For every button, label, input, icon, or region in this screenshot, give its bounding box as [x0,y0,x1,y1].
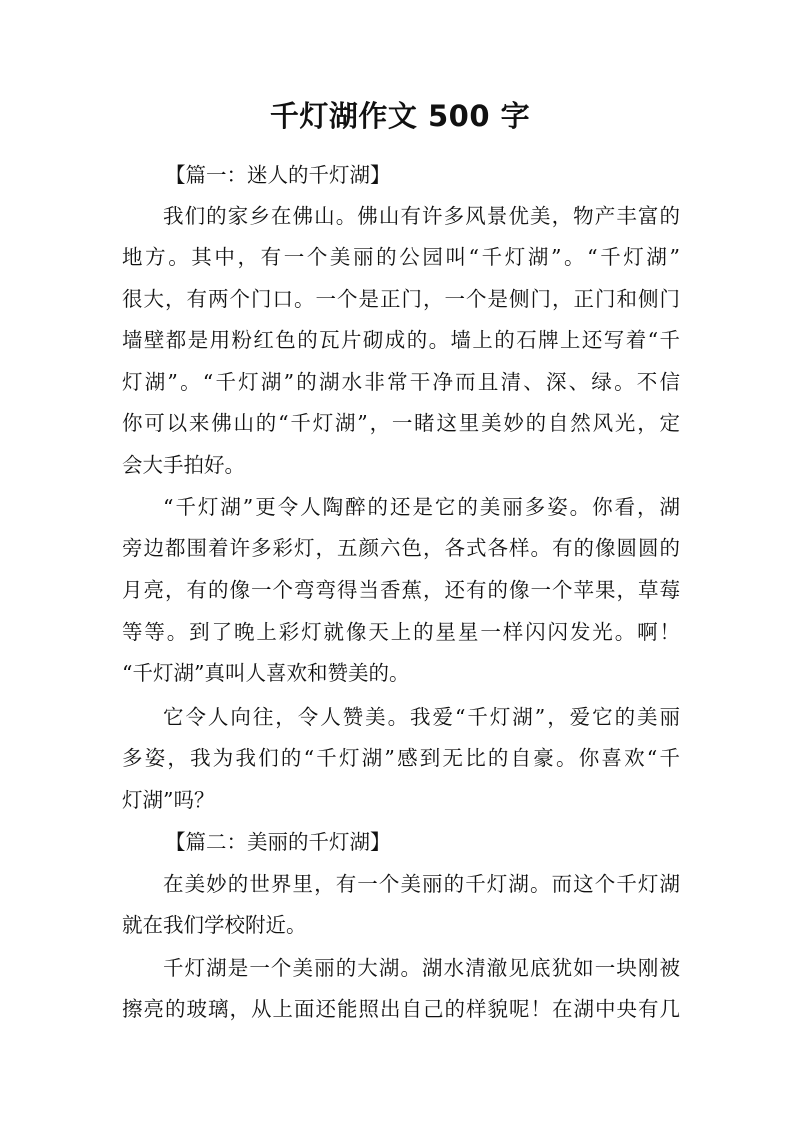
paragraph-line-text: 等等。到了晚上彩灯就像天上的星星一样闪闪发光。啊！ [122,620,680,644]
paragraph-line-text: 千灯湖是一个美丽的大湖。湖水清澈见底犹如一块刚被 [163,956,680,980]
paragraph-line-text: 你可以来佛山的“千灯湖”，一睹这里美妙的自然风光，定 [122,411,680,435]
paragraph-line-text: 擦亮的玻璃，从上面还能照出自己的样貌呢！在湖中央有几 [122,997,680,1021]
paragraph-line-text: 就在我们学校附近。 [122,913,307,937]
paragraph-line-text: 月亮，有的像一个弯弯得当香蕉，还有的像一个苹果，草莓 [122,578,680,602]
section-heading-text: 【篇一：迷人的千灯湖】 [165,163,391,187]
paragraph-line-text: “千灯湖”真叫人喜欢和赞美的。 [122,661,410,685]
paragraph-line-text: 在美妙的世界里，有一个美丽的千灯湖。而这个千灯湖 [163,872,680,896]
paragraph-line-text: 灯湖”。“千灯湖”的湖水非常干净而且清、深、绿。不信 [122,370,680,394]
paragraph-line-text: 它令人向往，令人赞美。我爱“千灯湖”，爱它的美丽 [163,705,680,729]
paragraph-line-text: 我们的家乡在佛山。佛山有许多风景优美，物产丰富的 [163,204,680,228]
page-title: 千灯湖作文 500 字 [269,99,531,133]
paragraph-line-text: 灯湖”吗？ [122,788,215,812]
paragraph-line-text: 会大手拍好。 [122,453,245,477]
paragraph-line-text: 地方。其中，有一个美丽的公园叫“千灯湖”。“千灯湖” [122,245,680,269]
paragraph-line-text: 很大，有两个门口。一个是正门，一个是侧门，正门和侧门 [122,287,680,311]
paragraph-line-text: 墙壁都是用粉红色的瓦片砌成的。墙上的石牌上还写着“千 [122,328,680,352]
section-heading-text: 【篇二：美丽的千灯湖】 [165,830,391,854]
paragraph-line-text: 多姿，我为我们的“千灯湖”感到无比的自豪。你喜欢“千 [122,746,680,770]
paragraph-line-text: 旁边都围着许多彩灯，五颜六色，各式各样。有的像圆圆的 [122,536,680,560]
paragraph-line-text: “千灯湖”更令人陶醉的还是它的美丽多姿。你看，湖 [163,495,680,519]
